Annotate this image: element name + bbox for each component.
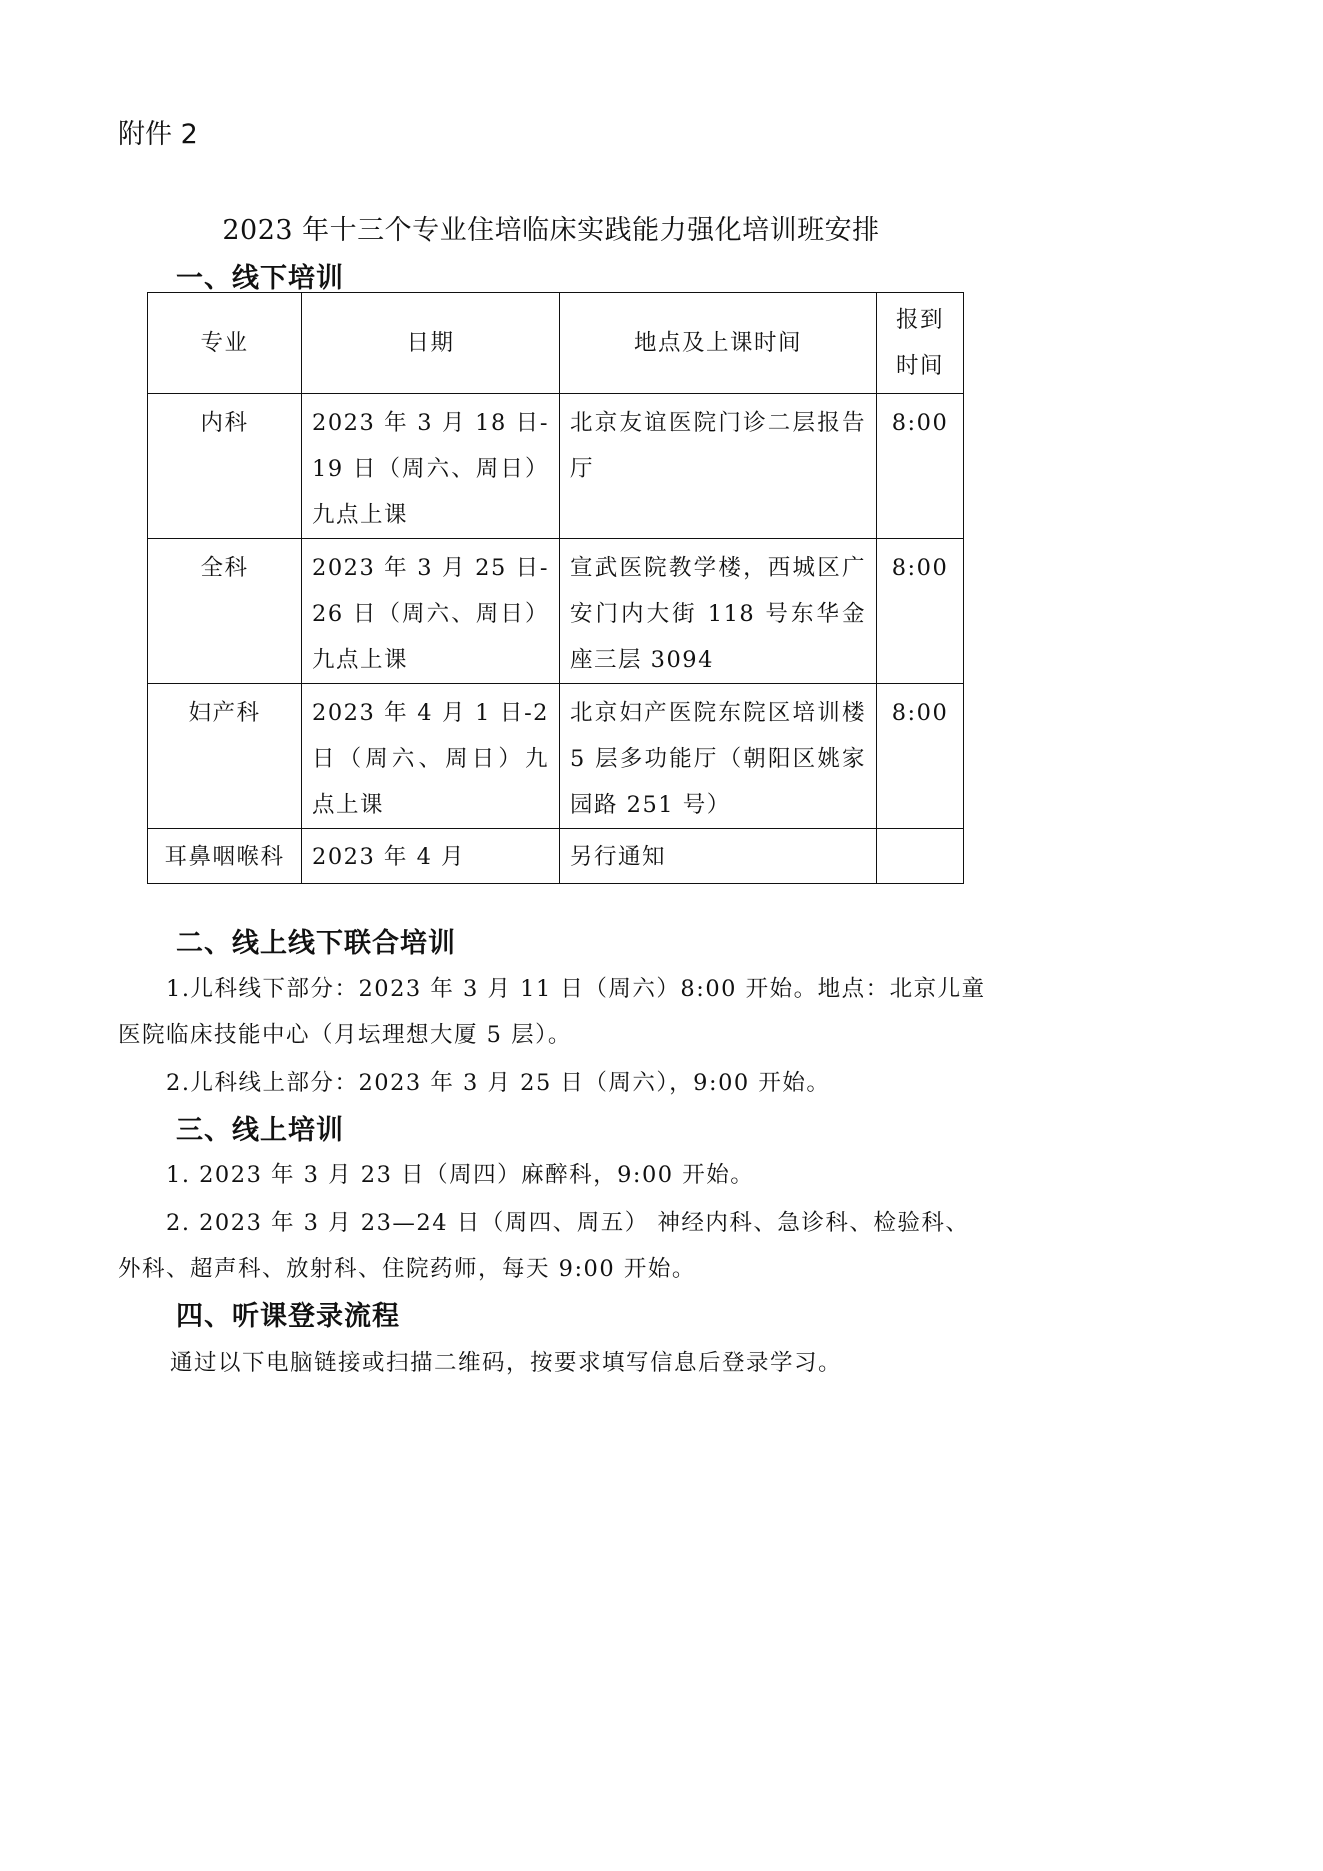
cell-place: 北京妇产医院东院区培训楼 5 层多功能厅（朝阳区姚家园路 251 号） xyxy=(560,684,877,829)
table-row xyxy=(148,539,964,684)
cell-date: 2023 年 3 月 18 日-19 日（周六、周日）九点上课 xyxy=(302,394,560,539)
cell-date: 2023 年 3 月 25 日-26 日（周六、周日）九点上课 xyxy=(302,539,560,684)
header-report-time-line1: 报到 xyxy=(895,307,944,333)
cell-report-time: 8:00 xyxy=(877,394,964,539)
cell-major: 全科 xyxy=(148,539,302,684)
table-header-row xyxy=(148,293,964,394)
training-schedule-table xyxy=(147,292,964,884)
s2-item-1-line-2: 医院临床技能中心（月坛理想大厦 5 层）。 xyxy=(118,1022,572,1048)
section-3-heading: 三、线上培训 xyxy=(176,1115,344,1146)
cell-major: 内科 xyxy=(148,394,302,539)
table-row xyxy=(148,829,964,884)
cell-place: 宣武医院教学楼，西城区广安门内大街 118 号东华金座三层 3094 xyxy=(560,539,877,684)
s3-item-1: 1. 2023 年 3 月 23 日（周四）麻醉科，9:00 开始。 xyxy=(166,1162,755,1188)
cell-date: 2023 年 4 月 1 日-2 日（周六、周日）九点上课 xyxy=(302,684,560,829)
section-2-heading: 二、线上线下联合培训 xyxy=(176,928,456,959)
table-row xyxy=(148,684,964,829)
cell-place: 北京友谊医院门诊二层报告厅 xyxy=(560,394,877,539)
header-place: 地点及上课时间 xyxy=(560,293,877,394)
s2-item-1-line-1: 1.儿科线下部分：2023 年 3 月 11 日（周六）8:00 开始。地点：北京儿童 xyxy=(166,976,986,1002)
header-report-time-line2: 时间 xyxy=(895,353,944,379)
cell-major: 妇产科 xyxy=(148,684,302,829)
s4-text: 通过以下电脑链接或扫描二维码，按要求填写信息后登录学习。 xyxy=(170,1350,843,1376)
section-1-heading: 一、线下培训 xyxy=(176,263,344,294)
cell-report-time xyxy=(877,829,964,884)
table-row xyxy=(148,394,964,539)
section-4-heading: 四、听课登录流程 xyxy=(176,1301,400,1332)
cell-report-time: 8:00 xyxy=(877,684,964,829)
s3-item-2-line-1: 2. 2023 年 3 月 23—24 日（周四、周五） 神经内科、急诊科、检验科、 xyxy=(166,1210,970,1236)
cell-place: 另行通知 xyxy=(560,829,877,884)
document-title: 2023 年十三个专业住培临床实践能力强化培训班安排 xyxy=(222,215,880,246)
cell-report-time: 8:00 xyxy=(877,539,964,684)
s2-item-2: 2.儿科线上部分：2023 年 3 月 25 日（周六），9:00 开始。 xyxy=(166,1070,831,1096)
header-date: 日期 xyxy=(302,293,560,394)
s3-item-2-line-2: 外科、超声科、放射科、住院药师，每天 9:00 开始。 xyxy=(118,1256,696,1282)
header-major: 专业 xyxy=(148,293,302,394)
attachment-label: 附件 2 xyxy=(118,119,198,150)
cell-date: 2023 年 4 月 xyxy=(302,829,560,884)
cell-major: 耳鼻咽喉科 xyxy=(148,829,302,884)
header-report-time xyxy=(877,293,964,394)
